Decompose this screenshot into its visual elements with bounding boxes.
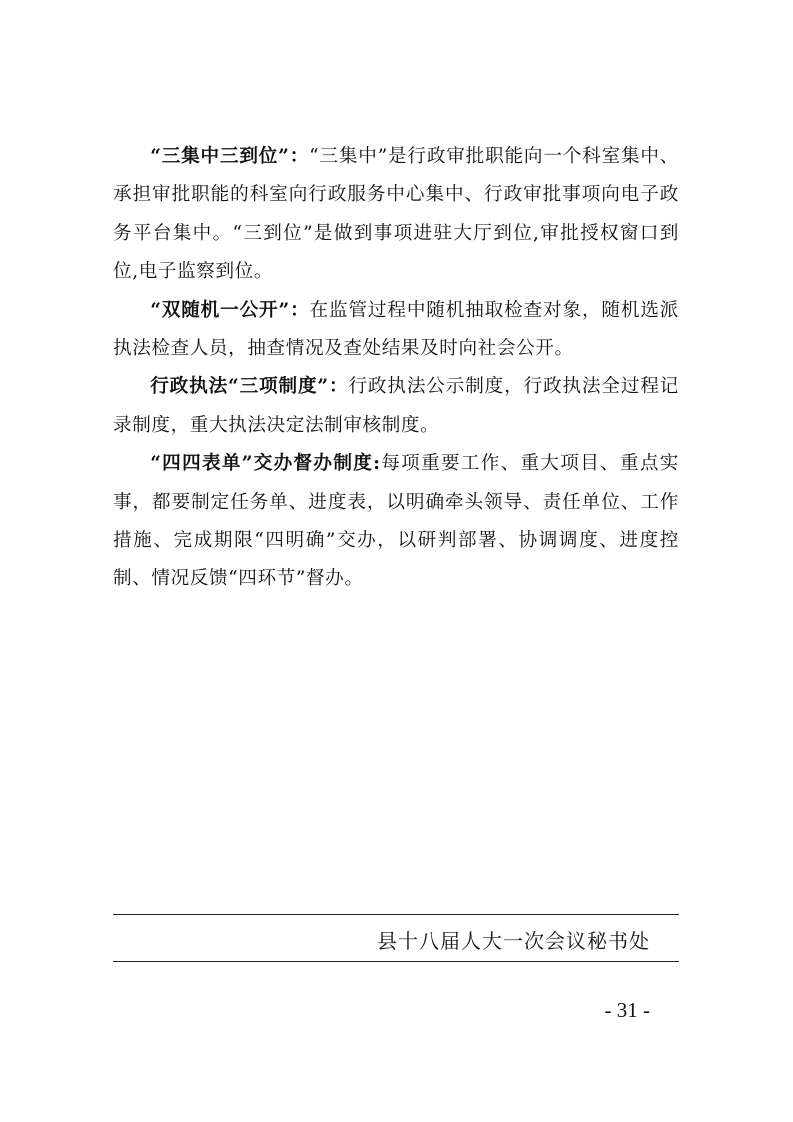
glossary-term: “三集中三到位”： [150,146,310,167]
glossary-definition: 在监管过程中随机抽取检查对象，随机选派执法检查人员，抽查情况及查处结果及时向社会公开。 [113,299,679,360]
glossary-paragraph-three-concentrations [113,138,679,292]
glossary-paragraph-four-four-forms [113,445,679,599]
glossary-term: “四四表单”交办督办制度: [150,453,381,475]
footer-organization: 县十八届人大一次会议秘书处 [377,929,650,953]
page-number: - 31 - [604,998,650,1022]
glossary-paragraph-three-systems [113,368,679,445]
glossary-term: 行政执法“三项制度”： [150,376,349,398]
glossary-term: “双随机一公开”： [150,299,310,321]
glossary-definition: “三集中”是行政审批职能向一个科室集中、承担审批职能的科室向行政服务中心集中、行政审批事项向电子政务平台集中。“三到位”是做到事项进驻大厅到位,审批授权窗口到位,电子监察到位。 [113,146,680,283]
document-body [113,138,679,599]
footer-top-rule [113,914,679,915]
footer-bottom-rule [113,961,679,962]
glossary-paragraph-double-random [113,292,679,369]
glossary-definition: 行政执法公示制度，行政执法全过程记录制度，重大执法决定法制审核制度。 [113,376,679,436]
glossary-definition: 每项重要工作、重大项目、重点实事，都要制定任务单、进度表，以明确牵头领导、责任单位、工作措施、完成期限“四明确”交办，以研判部署、协调调度、进度控制、情况反馈“四环节”督办。 [113,453,679,590]
